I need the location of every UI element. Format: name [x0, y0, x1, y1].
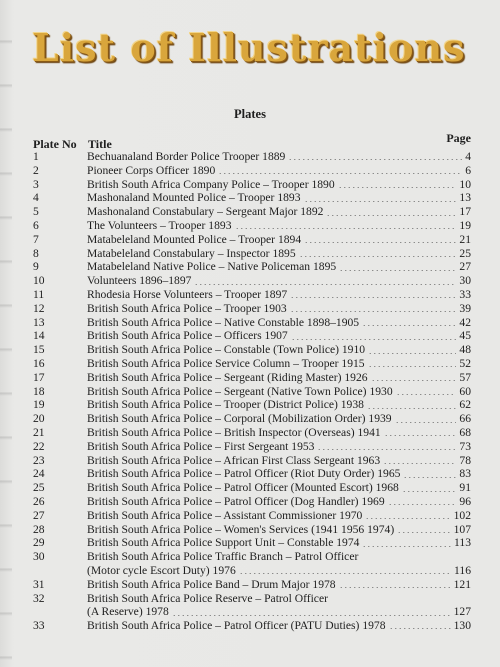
page-number: 13 — [459, 191, 471, 205]
page-number: 78 — [459, 453, 471, 467]
plate-entry — [87, 578, 471, 592]
page-number: 4 — [465, 150, 471, 163]
page-number: 30 — [459, 274, 471, 288]
page-number: 45 — [459, 329, 471, 343]
plate-entry — [87, 619, 471, 633]
page-number: 96 — [459, 494, 471, 508]
plate-title: British South Africa Police – British Inspector (Overseas) 1941 — [87, 425, 381, 439]
plate-title: British South Africa Police – Officers 1907 — [87, 329, 288, 343]
plate-number: 28 — [33, 522, 45, 536]
plate-number: 8 — [33, 246, 39, 260]
plate-number: 19 — [33, 398, 45, 412]
plate-number: 10 — [33, 274, 45, 288]
plate-title: British South Africa Police Band – Drum Major 1978 — [87, 577, 336, 591]
plate-entry — [87, 467, 471, 481]
leader-dots — [362, 325, 456, 326]
leader-dots — [395, 422, 457, 423]
plate-entry — [87, 219, 471, 233]
plates-list — [0, 150, 500, 633]
plate-entry — [87, 288, 471, 302]
plate-title: British South Africa Police – Patrol Officer (Riot Duty Order) 1965 — [87, 467, 401, 481]
plate-title: Matabeleland Mounted Police – Trooper 1894 — [87, 232, 302, 246]
plate-entry — [87, 509, 471, 523]
plate-entry — [87, 343, 471, 357]
plate-number: 12 — [33, 301, 45, 315]
leader-dots — [371, 380, 457, 381]
page-number: 17 — [459, 205, 471, 219]
page-number: 21 — [459, 232, 471, 246]
plate-number: 6 — [33, 218, 39, 232]
leader-dots — [396, 394, 457, 395]
plate-title: British South Africa Police – Patrol Officer (Dog Handler) 1969 — [87, 494, 385, 508]
plate-number: 7 — [33, 232, 39, 246]
plate-number: 23 — [33, 453, 45, 467]
page-number: 107 — [453, 522, 471, 536]
plate-number: 32 — [33, 591, 45, 605]
plate-entry — [87, 385, 471, 399]
list-item — [0, 454, 500, 468]
leader-dots — [367, 408, 456, 409]
leader-dots — [291, 339, 457, 340]
plate-number: 2 — [33, 163, 39, 177]
plate-entry — [87, 495, 471, 509]
plate-entry — [87, 412, 471, 426]
plate-number: 24 — [33, 467, 45, 481]
plate-title: Matabeleland Native Police – Native Policeman 1895 — [87, 260, 337, 274]
leader-dots — [384, 435, 457, 436]
page-title: List of Illustrations — [32, 25, 466, 70]
list-item — [0, 509, 500, 523]
leader-dots — [218, 173, 462, 174]
plate-entry — [87, 371, 471, 385]
list-item — [0, 426, 500, 440]
plate-title: British South Africa Police Reserve – Patrol Officer — [87, 591, 328, 605]
plate-entry — [87, 247, 471, 261]
list-item — [0, 440, 500, 454]
list-item — [0, 398, 500, 412]
leader-dots — [368, 366, 457, 367]
plate-number: 22 — [33, 439, 45, 453]
page-number: 6 — [465, 163, 471, 177]
plate-entry — [87, 316, 471, 330]
plate-number: 17 — [33, 370, 45, 384]
list-item — [0, 164, 500, 178]
page-number: 57 — [459, 370, 471, 384]
list-item — [0, 536, 500, 550]
plate-number: 30 — [33, 550, 45, 564]
plate-entry — [87, 178, 471, 192]
leader-dots — [362, 546, 451, 547]
plate-number: 11 — [33, 287, 45, 301]
list-item — [0, 219, 500, 233]
plate-number: 3 — [33, 177, 39, 191]
page-header: Page — [446, 131, 471, 145]
page-number: 33 — [459, 287, 471, 301]
page-number: 27 — [459, 260, 471, 274]
leader-dots — [290, 297, 456, 298]
page-number: 39 — [459, 301, 471, 315]
plate-title: British South Africa Police – Women's Services (1941 1956 1974) — [87, 522, 395, 536]
list-item — [0, 523, 500, 537]
list-item — [0, 205, 500, 219]
leader-dots — [388, 504, 457, 505]
list-item — [0, 550, 500, 578]
page-number: 52 — [459, 356, 471, 370]
leader-dots — [402, 491, 457, 492]
plate-title: British South Africa Police – Patrol Officer (Mounted Escort) 1968 — [87, 481, 399, 495]
list-item — [0, 260, 500, 274]
list-item — [0, 385, 500, 399]
plate-title: British South Africa Police – Patrol Officer (PATU Duties) 1978 — [87, 619, 386, 633]
list-item — [0, 495, 500, 509]
plate-title: Mashonaland Constabulary – Sergeant Major 1892 — [87, 205, 324, 219]
list-item — [0, 592, 500, 620]
plate-number: 29 — [33, 536, 45, 550]
plate-entry — [87, 191, 471, 205]
list-item — [0, 178, 500, 192]
plate-entry — [87, 481, 471, 495]
leader-dots — [290, 311, 457, 312]
section-heading: Plates — [234, 107, 266, 121]
plate-title: The Volunteers – Trooper 1893 — [87, 218, 232, 232]
leader-dots — [288, 159, 462, 160]
list-item — [0, 150, 500, 164]
plate-title: British South Africa Police – Trooper (District Police) 1938 — [87, 398, 364, 412]
list-item — [0, 578, 500, 592]
list-item — [0, 288, 500, 302]
leader-dots — [235, 228, 457, 229]
plate-title: British South Africa Police – Sergeant (Native Town Police) 1930 — [87, 384, 393, 398]
plate-entry — [87, 274, 471, 288]
plate-number: 16 — [33, 356, 45, 370]
plate-number: 27 — [33, 508, 45, 522]
list-item — [0, 233, 500, 247]
leader-dots — [403, 477, 456, 478]
plate-title: British South Africa Police – Sergeant (Riding Master) 1926 — [87, 370, 368, 384]
list-item — [0, 191, 500, 205]
page-number: 91 — [459, 481, 471, 495]
plate-number: 26 — [33, 494, 45, 508]
leader-dots — [326, 215, 456, 216]
leader-dots — [299, 256, 457, 257]
page-number: 42 — [459, 315, 471, 329]
list-item — [0, 619, 500, 633]
plate-entry — [87, 536, 471, 550]
leader-dots — [368, 353, 456, 354]
leader-dots — [317, 449, 456, 450]
page-number: 48 — [459, 343, 471, 357]
plate-title: Matabeleland Constabulary – Inspector 1895 — [87, 246, 296, 260]
plate-number: 1 — [33, 150, 39, 163]
list-item — [0, 274, 500, 288]
plate-entry — [87, 302, 471, 316]
page-number: 116 — [454, 563, 471, 577]
leader-dots — [172, 615, 451, 616]
leader-dots — [304, 242, 456, 243]
page-number: 83 — [459, 467, 471, 481]
page-number: 62 — [459, 398, 471, 412]
plate-number: 21 — [33, 425, 45, 439]
plate-title: Pioneer Corps Officer 1890 — [87, 163, 216, 177]
leader-dots — [194, 284, 456, 285]
plate-title: Rhodesia Horse Volunteers – Trooper 1897 — [87, 287, 288, 301]
plate-entry — [87, 454, 471, 468]
plate-number: 9 — [33, 260, 39, 274]
page-number: 113 — [454, 536, 471, 550]
page-number: 102 — [453, 508, 471, 522]
plate-number: 15 — [33, 343, 45, 357]
list-item — [0, 481, 500, 495]
plate-number: 18 — [33, 384, 45, 398]
plate-entry — [87, 426, 471, 440]
plate-number: 20 — [33, 412, 45, 426]
plate-title-continued: (Motor cycle Escort Duty) 1976 — [87, 563, 236, 577]
list-item — [0, 329, 500, 343]
list-item — [0, 316, 500, 330]
plate-title: British South Africa Police – Constable (Town Police) 1910 — [87, 343, 366, 357]
list-item — [0, 412, 500, 426]
page-number: 127 — [453, 605, 471, 619]
page-number: 66 — [459, 412, 471, 426]
plate-entry — [87, 357, 471, 371]
plate-number: 4 — [33, 191, 39, 205]
plate-number: 13 — [33, 315, 45, 329]
title-header: Title — [88, 137, 112, 151]
plate-title: British South Africa Police – Assistant Commissioner 1970 — [87, 508, 363, 522]
page-number: 60 — [459, 384, 471, 398]
plate-title: British South Africa Police – Native Constable 1898–1905 — [87, 315, 360, 329]
plate-number: 33 — [33, 619, 45, 633]
list-item — [0, 357, 500, 371]
plate-entry — [87, 205, 471, 219]
leader-dots — [339, 270, 456, 271]
leader-dots — [304, 201, 457, 202]
list-item — [0, 247, 500, 261]
plate-entry — [87, 523, 471, 537]
plate-entry — [87, 592, 471, 620]
page-number: 10 — [459, 177, 471, 191]
plate-entry — [87, 233, 471, 247]
page-number: 68 — [459, 425, 471, 439]
plate-entry — [87, 398, 471, 412]
plate-title: British South Africa Police – First Sergeant 1953 — [87, 439, 315, 453]
plate-entry — [87, 260, 471, 274]
plate-title: British South Africa Police Traffic Branch – Patrol Officer — [87, 550, 359, 564]
list-item — [0, 371, 500, 385]
plate-number: 25 — [33, 481, 45, 495]
leader-dots — [339, 587, 451, 588]
plate-entry — [87, 329, 471, 343]
plate-number: 14 — [33, 329, 45, 343]
plate-entry — [87, 164, 471, 178]
leader-dots — [389, 628, 451, 629]
plate-title: British South Africa Police – Corporal (Mobilization Order) 1939 — [87, 412, 392, 426]
plate-title: British South Africa Police – Trooper 1903 — [87, 301, 287, 315]
plate-title: Bechuanaland Border Police Trooper 1889 — [87, 150, 286, 163]
list-item — [0, 302, 500, 316]
column-headers — [0, 133, 500, 149]
plate-title: British South Africa Police Service Column – Trooper 1915 — [87, 356, 365, 370]
plate-title: British South Africa Company Police – Trooper 1890 — [87, 177, 335, 191]
plate-title: British South Africa Police Support Unit – Constable 1974 — [87, 536, 360, 550]
list-item — [0, 343, 500, 357]
leader-dots — [239, 573, 451, 574]
plate-title: Volunteers 1896–1897 — [87, 274, 192, 288]
page-number: 130 — [453, 619, 471, 633]
list-item — [0, 467, 500, 481]
plate-entry — [87, 550, 471, 578]
page-number: 19 — [459, 218, 471, 232]
plate-title-continued: (A Reserve) 1978 — [87, 605, 169, 619]
plate-entry — [87, 440, 471, 454]
page-number: 73 — [459, 439, 471, 453]
leader-dots — [397, 532, 450, 533]
plate-title: Mashonaland Mounted Police – Trooper 1893 — [87, 191, 301, 205]
plate-entry — [87, 150, 471, 164]
leader-dots — [365, 518, 450, 519]
page-number: 25 — [459, 246, 471, 260]
plate-number: 5 — [33, 205, 39, 219]
plate-title: British South Africa Police – African First Class Sergeant 1963 — [87, 453, 381, 467]
plate-number: 31 — [33, 577, 45, 591]
page-number: 121 — [453, 577, 471, 591]
plate-no-header: Plate No — [33, 137, 77, 151]
leader-dots — [338, 187, 457, 188]
leader-dots — [383, 463, 456, 464]
